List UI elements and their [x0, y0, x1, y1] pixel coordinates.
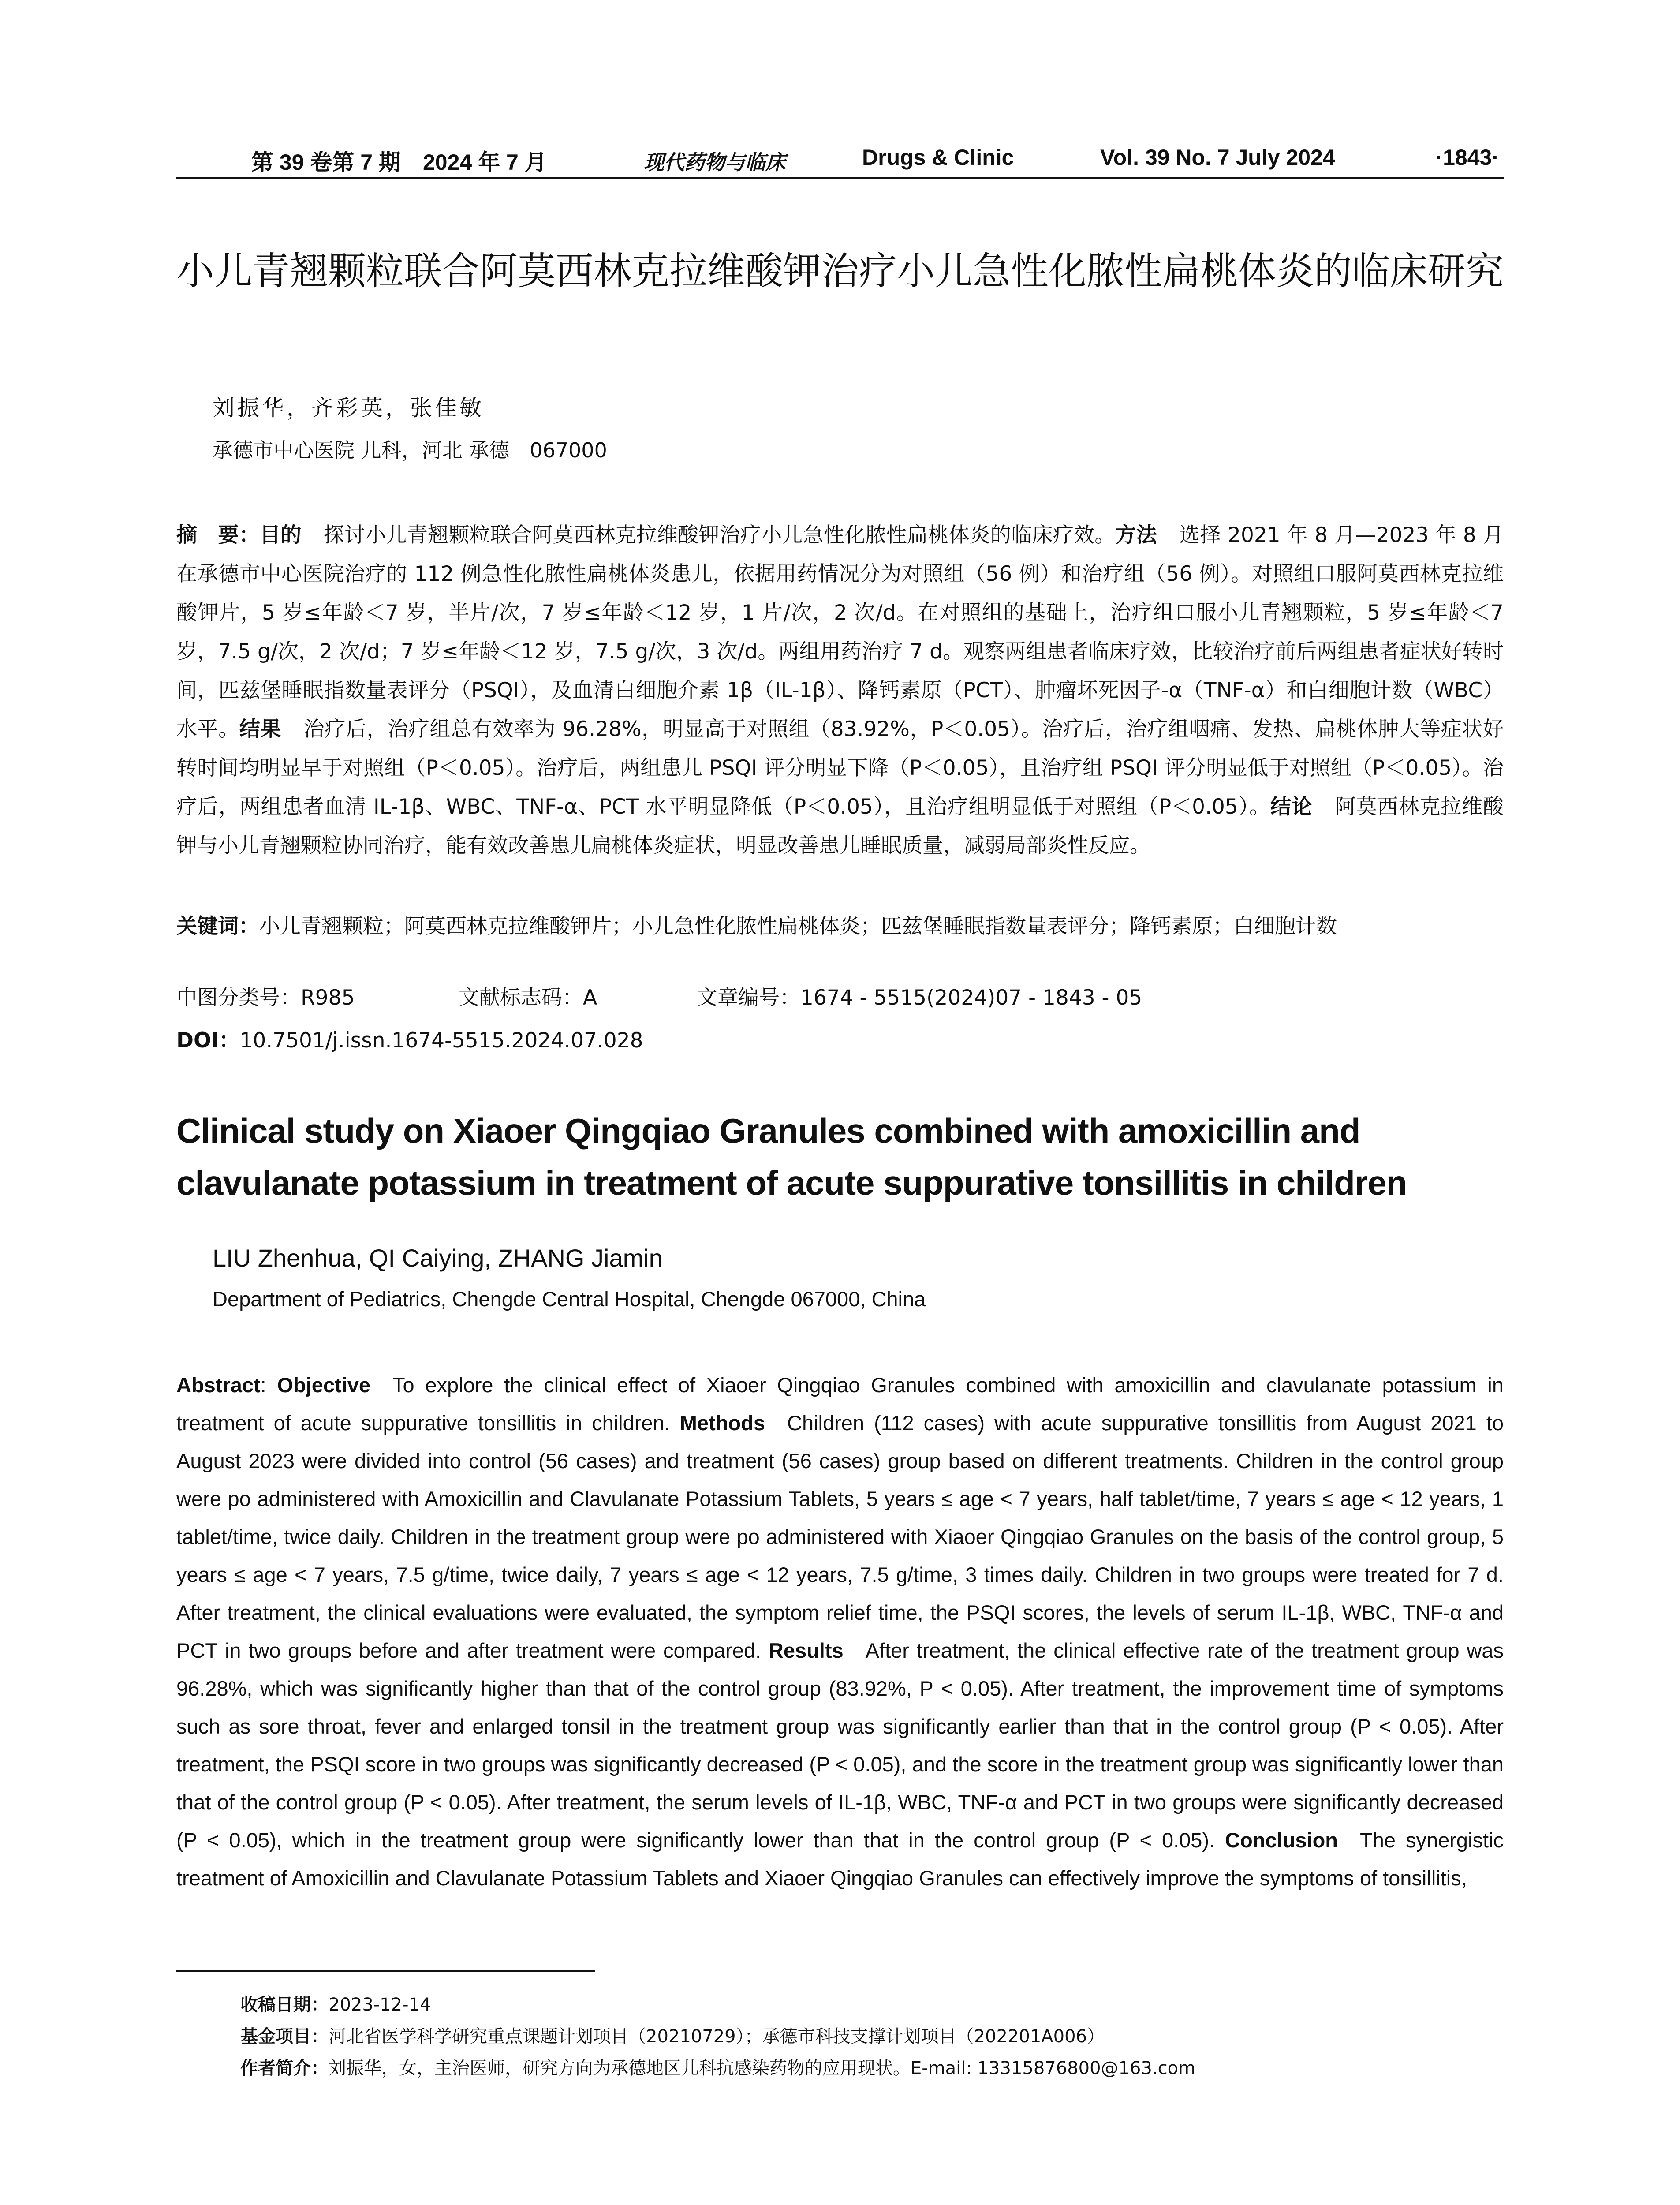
footnote-fund — [240, 2021, 1195, 2052]
affiliation-en: Department of Pediatrics, Chengde Central Hospital, Chengde 067000, China — [213, 1287, 926, 1311]
authors-cn: 刘振华，齐彩英，张佳敏 — [213, 395, 484, 421]
fund-label: 基金项目： — [240, 2026, 329, 2047]
header-page-number: ·1843· — [1435, 145, 1499, 170]
abstract-cn-label: 摘 要： — [176, 523, 260, 547]
results-en-label: Results — [768, 1639, 844, 1662]
conclusion-cn-label: 结论 — [1270, 795, 1313, 819]
author-bio-label: 作者简介： — [240, 2058, 329, 2078]
results-cn-label: 结果 — [239, 717, 282, 741]
methods-en-label: Methods — [679, 1411, 765, 1435]
methods-cn-label: 方法 — [1115, 523, 1157, 547]
conclusion-cn: 阿莫西林克拉维酸钾与小儿青翘颗粒协同治疗，能有效改善患儿扁桃体炎症状，明显改善患儿睡眠质量，减弱局部炎性反应。 — [176, 795, 1504, 858]
header-journal-en: Drugs & Clinic — [862, 145, 1014, 170]
footnote-received — [240, 1989, 1195, 2021]
doi-row — [176, 1024, 643, 1054]
author-bio-text: 刘振华，女，主治医师，研究方向为承德地区儿科抗感染药物的应用现状。E-mail: 13315876800@163.com — [329, 2058, 1196, 2078]
doi-label: DOI： — [176, 1028, 240, 1053]
footnote-author — [240, 2052, 1195, 2084]
abstract-en-label: Abstract — [176, 1373, 261, 1397]
results-cn: 治疗后，治疗组总有效率为 96.28%，明显高于对照组（83.92%，P＜0.05）。治疗后，治疗组咽痛、发热、扁桃体肿大等症状好转时间均明显早于对照组（P＜0.05）。治疗后，两组患儿 PSQI 评分明显下降（P＜0.05），且治疗组 PSQI 评分明显低于对照组（P＜0.05）。治疗后，两组患者血清 IL-1β、WBC、TNF-α、PCT 水平明显降低（P＜0.05），且治疗组明显低于对照组（P＜0.05）。 — [176, 717, 1504, 819]
keywords-cn — [176, 907, 1504, 946]
header-volume-en: Vol. 39 No. 7 July 2024 — [1100, 145, 1335, 170]
header-journal-cn: 现代药物与临床 — [644, 150, 786, 174]
keywords-cn-text: 小儿青翘颗粒；阿莫西林克拉维酸钾片；小儿急性化脓性扁桃体炎；匹兹堡睡眠指数量表评分；降钙素原；白细胞计数 — [259, 914, 1337, 938]
objective-cn: 探讨小儿青翘颗粒联合阿莫西林克拉维酸钾治疗小儿急性化脓性扁桃体炎的临床疗效。 — [323, 523, 1116, 547]
conclusion-en: The synergistic treatment of Amoxicillin and Clavulanate Potassium Tablets and Xiaoer Qingqiao Granules can effectively improve the symptoms of tonsillitis, — [176, 1828, 1504, 1890]
affiliation-cn: 承德市中心医院 儿科，河北 承德 067000 — [213, 438, 607, 462]
objective-en: To explore the clinical effect of Xiaoer Qingqiao Granules combined with amoxicillin and clavulanate potassium in treatment of acute suppurative tonsillitis in children. — [176, 1373, 1504, 1435]
objective-en-label: Objective — [277, 1373, 371, 1397]
article-number: 文章编号：1674 - 5515(2024)07 - 1843 - 05 — [697, 986, 1142, 1010]
footnote-divider — [176, 1970, 595, 1972]
document-code: 文献标志码：A — [459, 986, 597, 1010]
running-header — [176, 140, 1504, 179]
title-cn: 小儿青翘颗粒联合阿莫西林克拉维酸钾治疗小儿急性化脓性扁桃体炎的临床研究 — [176, 249, 1504, 293]
received-label: 收稿日期： — [240, 1995, 329, 2015]
clc-number: 中图分类号：R985 — [176, 986, 355, 1010]
results-en: After treatment, the clinical effective rate of the treatment group was 96.28%, which was significantly higher than that of the control group (83.92%, P < 0.05). After treatment, the improvement time of symptoms such as sore throat, fever and enlarged tonsil in the treatment group was significantly earlier than that in the control group (P < 0.05). After treatment, the PSQI score in two groups was significantly decreased (P < 0.05), and the score in the treatment group was significantly lower than that of the control group (P < 0.05). After treatment, the serum levels of IL-1β, WBC, TNF-α and PCT in two groups were significantly decreased (P < 0.05), which in the treatment group were significantly lower than that in the control group (P < 0.05). — [176, 1639, 1504, 1852]
fund-text: 河北省医学科学研究重点课题计划项目（20210729）；承德市科技支撑计划项目（202201A006） — [329, 2026, 1105, 2047]
methods-cn: 选择 2021 年 8 月—2023 年 8 月在承德市中心医院治疗的 112 例急性化脓性扁桃体炎患儿，依据用药情况分为对照组（56 例）和治疗组（56 例）。对照组口服阿莫西林克拉维酸钾片，5 岁≤年龄＜7 岁，半片/次，7 岁≤年龄＜12 岁，1 片/次，2 次/d。在对照组的基础上，治疗组口服小儿青翘颗粒，5 岁≤年龄＜7 岁，7.5 g/次，2 次/d；7 岁≤年龄＜12 岁，7.5 g/次，3 次/d。两组用药治疗 7 d。观察两组患者临床疗效，比较治疗前后两组患者症状好转时间，匹兹堡睡眠指数量表评分（PSQI），及血清白细胞介素 1β（IL-1β）、降钙素原（PCT）、肿瘤坏死因子-α（TNF-α）和白细胞计数（WBC）水平。 — [176, 523, 1504, 741]
methods-en: Children (112 cases) with acute suppurative tonsillitis from August 2021 to August 2023 were divided into control (56 cases) and treatment (56 cases) group based on different treatments. Children in the control group were po administered with Amoxicillin and Clavulanate Potassium Tablets, 5 years ≤ age < 7 years, half tablet/time, 7 years ≤ age < 12 years, 1 tablet/time, twice daily. Children in the treatment group were po administered with Xiaoer Qingqiao Granules on the basis of the control group, 5 years ≤ age < 7 years, 7.5 g/time, twice daily, 7 years ≤ age < 12 years, 7.5 g/time, 3 times daily. Children in two groups were treated for 7 d. After treatment, the clinical evaluations were evaluated, the symptom relief time, the PSQI scores, the levels of serum IL-1β, WBC, TNF-α and PCT in two groups before and after treatment were compared. — [176, 1411, 1504, 1662]
header-volume-cn: 第 39 卷第 7 期 2024 年 7 月 — [251, 150, 547, 175]
title-en: Clinical study on Xiaoer Qingqiao Granules combined with amoxicillin and clavulanate potassium in treatment of acute suppurative tonsillitis in children — [176, 1111, 1407, 1202]
doi-link[interactable]: 10.7501/j.issn.1674-5515.2024.07.028 — [239, 1028, 643, 1053]
received-date: 2023-12-14 — [329, 1995, 431, 2015]
objective-cn-label: 目的 — [260, 523, 302, 547]
abstract-cn — [176, 516, 1504, 865]
footnotes — [240, 1989, 1195, 2084]
conclusion-en-label: Conclusion — [1225, 1828, 1338, 1852]
authors-en: LIU Zhenhua, QI Caiying, ZHANG Jiamin — [213, 1244, 663, 1272]
abstract-en: Abstract: Objective To explore the clinical effect of Xiaoer Qingqiao Granules combined with amoxicillin and clavulanate potassium in treatment of acute suppurative tonsillitis in children. Methods Children (112 cases) with acute suppurative tonsillitis from August 2021 to August 2023 were divided into control (56 cases) and treatment (56 cases) group based on different treatments. Children in the control group were po administered with Amoxicillin and Clavulanate Potassium Tablets, 5 years ≤ age < 7 years, half tablet/time, 7 years ≤ age < 12 years, 1 tablet/time, twice daily. Children in the treatment group were po administered with Xiaoer Qingqiao Granules on the basis of the control group, 5 years ≤ age < 7 years, 7.5 g/time, twice daily, 7 years ≤ age < 12 years, 7.5 g/time, 3 times daily. Children in two groups were treated for 7 d. After treatment, the clinical evaluations were evaluated, the symptom relief time, the PSQI scores, the levels of serum IL-1β, WBC, TNF-α and PCT in two groups before and after treatment were compared. Results After treatment, the clinical effective rate of the treatment group was 96.28%, which was significantly higher than that of the control group (83.92%, P < 0.05). After treatment, the improvement time of symptoms such as sore throat, fever and enlarged tonsil in the treatment group was significantly earlier than that in the control group (P < 0.05). After treatment, the PSQI score in two groups was significantly decreased (P < 0.05), and the score in the treatment group was significantly lower than that of the control group (P < 0.05). After treatment, the serum levels of IL-1β, WBC, TNF-α and PCT in two groups were significantly decreased (P < 0.05), which in the treatment group were significantly lower than that in the control group (P < 0.05). Conclusion The synergistic treatment of Amoxicillin and Clavulanate Potassium Tablets and Xiaoer Qingqiao Granules can effectively improve the symptoms of tonsillitis, — [176, 1373, 1504, 1890]
keywords-cn-label: 关键词： — [176, 914, 259, 938]
